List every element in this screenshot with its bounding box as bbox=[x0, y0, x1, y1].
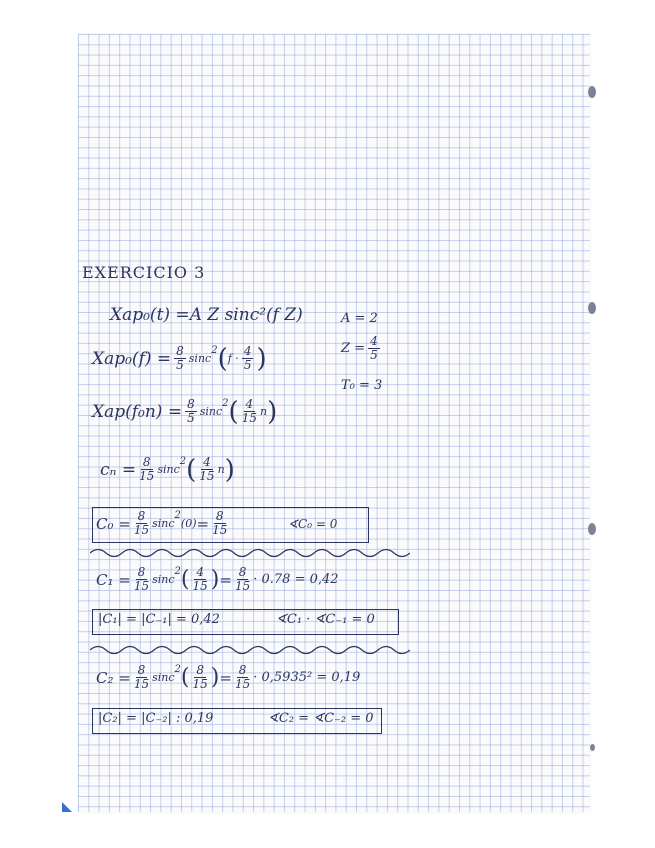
result-fraction bbox=[235, 566, 250, 593]
fraction-denominator: 15 bbox=[234, 677, 251, 691]
equation-lhs: Xap₀(f) = bbox=[92, 348, 172, 369]
paren-close: ) bbox=[256, 343, 267, 374]
fraction-denominator: 15 bbox=[139, 469, 155, 483]
exponent: 2 bbox=[174, 566, 181, 577]
fraction-denominator: 5 bbox=[370, 348, 378, 362]
equation-coefficients bbox=[100, 456, 235, 483]
paren-open: ( bbox=[180, 664, 190, 690]
argument-variable: n bbox=[217, 463, 225, 476]
paren-open: ( bbox=[186, 454, 197, 485]
fraction-numerator: 8 bbox=[238, 663, 247, 677]
fraction-numerator: 8 bbox=[142, 455, 151, 469]
param-a: A = 2 bbox=[341, 311, 378, 326]
equation-c1 bbox=[96, 566, 339, 593]
fraction-denominator: 5 bbox=[187, 411, 195, 425]
param-z-fraction bbox=[368, 335, 380, 362]
fraction-numerator: 8 bbox=[176, 344, 184, 358]
c2-phase: ∢C₂ = ∢C₋₂ = 0 bbox=[268, 711, 374, 726]
fraction-numerator: 8 bbox=[187, 397, 195, 411]
binder-hole-icon bbox=[590, 744, 595, 751]
fraction-numerator: 4 bbox=[243, 344, 252, 358]
equation-c0 bbox=[96, 510, 230, 537]
fraction-numerator: 8 bbox=[215, 509, 224, 523]
exponent: 2 bbox=[174, 510, 181, 521]
argument-fraction bbox=[199, 456, 214, 483]
fraction-numerator: 4 bbox=[196, 565, 204, 579]
param-z-label: Z = bbox=[341, 341, 366, 356]
fraction-numerator: 4 bbox=[203, 455, 211, 469]
sinc-function: sinc bbox=[152, 573, 175, 586]
result-fraction bbox=[212, 510, 227, 537]
fraction-denominator: 15 bbox=[133, 677, 150, 691]
coefficient-fraction bbox=[185, 398, 197, 425]
page-corner-mark-icon bbox=[62, 802, 72, 812]
equals-sign: = bbox=[219, 668, 232, 687]
fraction-denominator: 5 bbox=[243, 358, 252, 372]
coefficient-fraction bbox=[134, 510, 149, 537]
param-z bbox=[341, 335, 383, 362]
fraction-numerator: 4 bbox=[370, 334, 378, 348]
fraction-numerator: 4 bbox=[245, 397, 254, 411]
paren-open: ( bbox=[217, 343, 228, 374]
fraction-numerator: 8 bbox=[137, 509, 146, 523]
equation-lhs: C₀ = bbox=[96, 514, 131, 533]
binder-hole-icon bbox=[588, 523, 596, 535]
coefficient-fraction bbox=[134, 566, 149, 593]
fraction-denominator: 15 bbox=[133, 579, 150, 593]
exponent: 2 bbox=[222, 398, 229, 409]
fraction-denominator: 15 bbox=[133, 523, 150, 537]
argument-fraction bbox=[242, 345, 254, 372]
c0-phase: ∢C₀ = 0 bbox=[288, 517, 338, 531]
argument-fraction bbox=[242, 398, 257, 425]
fraction-numerator: 8 bbox=[137, 565, 146, 579]
argument-fraction bbox=[193, 566, 208, 593]
wave-divider bbox=[90, 546, 410, 560]
exponent: 2 bbox=[174, 664, 181, 675]
fraction-denominator: 15 bbox=[199, 469, 215, 483]
paren-close: ) bbox=[210, 664, 220, 690]
exponent: 2 bbox=[179, 456, 187, 467]
result-fraction bbox=[235, 664, 250, 691]
fraction-denominator: 15 bbox=[241, 411, 257, 425]
argument-variable: f · bbox=[227, 352, 239, 365]
equation-lhs: Xap(f₀n) = bbox=[92, 401, 183, 422]
argument: (0) bbox=[180, 517, 197, 530]
wave-divider bbox=[90, 643, 410, 657]
equals-sign: = bbox=[219, 570, 232, 589]
paren-open: ( bbox=[180, 566, 190, 592]
fraction-numerator: 8 bbox=[238, 565, 247, 579]
fraction-numerator: 8 bbox=[137, 663, 146, 677]
coefficient-fraction bbox=[134, 664, 149, 691]
paren-close: ) bbox=[224, 454, 235, 485]
sinc-function: sinc bbox=[152, 671, 175, 684]
binder-hole-icon bbox=[588, 302, 596, 314]
equation-rhs: A Z sinc²(f Z) bbox=[189, 305, 303, 325]
exercise-title: EXERCICIO 3 bbox=[82, 263, 206, 282]
coefficient-fraction bbox=[139, 456, 154, 483]
sinc-function: sinc bbox=[199, 405, 223, 418]
coefficient-fraction bbox=[174, 345, 186, 372]
binder-hole-icon bbox=[588, 86, 596, 98]
fraction-denominator: 15 bbox=[192, 677, 208, 691]
c2-magnitude: |C₂| = |C₋₂| : 0,19 bbox=[98, 711, 214, 726]
sinc-function: sinc bbox=[188, 352, 212, 365]
fraction-numerator: 8 bbox=[196, 663, 204, 677]
fraction-denominator: 5 bbox=[176, 358, 184, 372]
equation-lhs: Xap₀(t) = bbox=[110, 305, 190, 325]
equals-sign: = bbox=[196, 514, 210, 533]
argument-variable: n bbox=[259, 405, 268, 418]
fraction-denominator: 15 bbox=[192, 579, 208, 593]
equation-sampled-spectrum bbox=[92, 398, 277, 425]
exponent: 2 bbox=[211, 345, 218, 356]
equation-lhs: cₙ = bbox=[100, 459, 137, 480]
fraction-denominator: 15 bbox=[234, 579, 251, 593]
paren-close: ) bbox=[267, 396, 278, 427]
param-t0: T₀ = 3 bbox=[341, 378, 383, 393]
equation-c2 bbox=[96, 664, 360, 691]
fraction-denominator: 15 bbox=[212, 523, 228, 537]
sinc-function: sinc bbox=[157, 463, 180, 476]
equation-time-signal bbox=[110, 305, 303, 325]
paren-close: ) bbox=[210, 566, 220, 592]
c1-numeric-result: · 0.78 = 0,42 bbox=[253, 572, 339, 587]
c1-phase: ∢C₁ · ∢C₋₁ = 0 bbox=[276, 612, 375, 627]
c2-numeric-result: · 0,5935² = 0,19 bbox=[253, 670, 361, 685]
c1-magnitude: |C₁| = |C₋₁| = 0,42 bbox=[98, 612, 220, 627]
equation-lhs: C₂ = bbox=[96, 668, 131, 687]
equation-spectrum bbox=[92, 345, 267, 372]
equation-lhs: C₁ = bbox=[96, 570, 131, 589]
argument-fraction bbox=[193, 664, 208, 691]
sinc-function: sinc bbox=[152, 517, 175, 530]
paren-open: ( bbox=[228, 396, 239, 427]
